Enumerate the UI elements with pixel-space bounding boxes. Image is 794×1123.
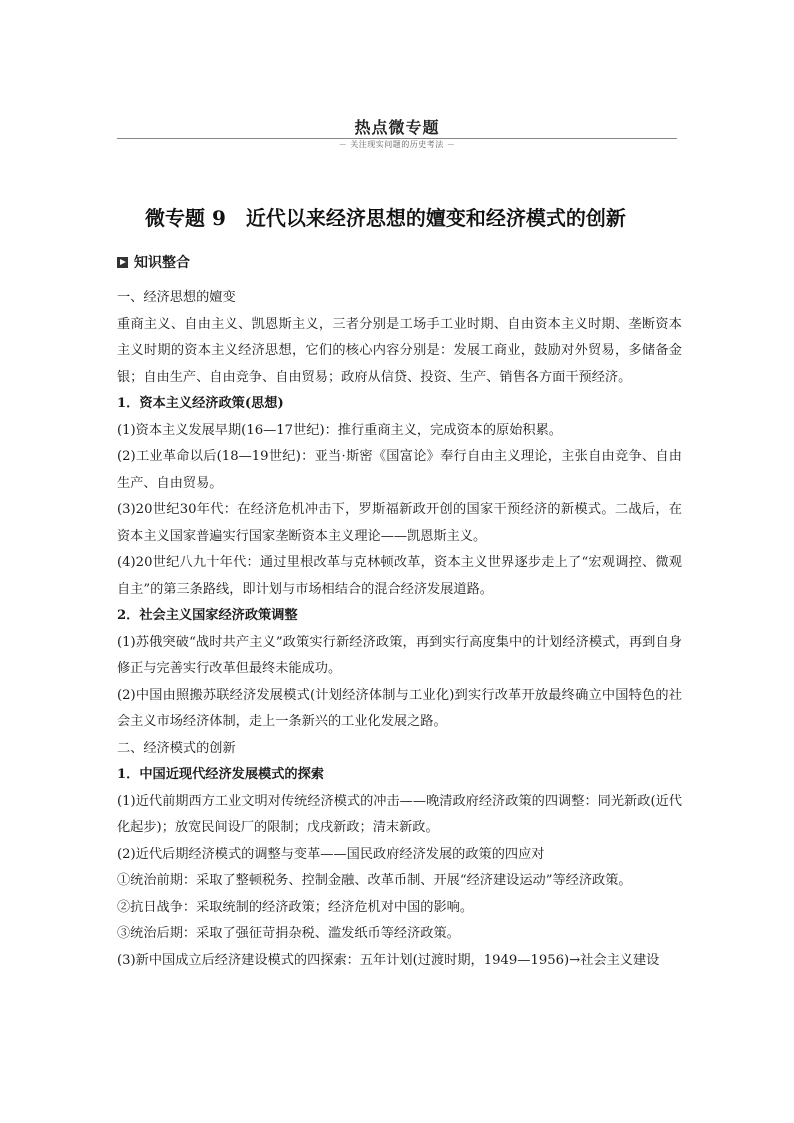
paragraph: 一、经济思想的嬗变 xyxy=(117,290,236,305)
paragraph: (1)资本主义发展早期(16—17世纪)：推行重商主义，完成资本的原始积累。 xyxy=(117,422,562,438)
paragraph: (1)近代前期西方工业文明对传统经济模式的冲击——晚清政府经济政策的四调整：同光新政(近代化起步)；放宽民间设厂的限制；戊戌新政；清末新政。 xyxy=(117,793,682,835)
paragraph: (4)20世纪八九十年代：通过里根改革与克林顿改革，资本主义世界逐步走上了“宏观调控、微观自主”的第三条路线，即计划与市场相结合的混合经济发展道路。 xyxy=(117,555,682,597)
paragraph: (1)苏俄突破“战时共产主义”政策实行新经济政策，再到实行高度集中的计划经济模式，再到自身修正与完善实行改革但最终未能成功。 xyxy=(117,634,682,676)
paragraph: 重商主义、自由主义、凯恩斯主义，三者分别是工场手工业时期、自由资本主义时期、垄断资本主义时期的资本主义经济思想，它们的核心内容分别是：发展工商业，鼓励对外贸易，多储备金银；自由生产、自由竞争、自由贸易；政府从信贷、投资、生产、销售各方面干预经济。 xyxy=(117,316,682,385)
paragraph: (2)近代后期经济模式的调整与变革——国民政府经济发展的政策的四应对 xyxy=(117,846,545,862)
document-body xyxy=(117,285,682,974)
paragraph: 2．社会主义国家经济政策调整 xyxy=(117,608,298,623)
play-box-icon xyxy=(117,257,128,268)
section-heading xyxy=(117,252,190,272)
section-heading-label: 知识整合 xyxy=(134,255,190,271)
paragraph: 1．资本主义经济政策(思想) xyxy=(117,396,284,411)
paragraph: ①统治前期：采取了整顿税务、控制金融、改革币制、开展“经济建设运动”等经济政策。 xyxy=(117,873,632,888)
header-title: 热点微专题 xyxy=(354,118,440,137)
paragraph: (3)新中国成立后经济建设模式的四探索：五年计划(过渡时期，1949—1956)→社会主义建设 xyxy=(117,952,660,968)
paragraph: 二、经济模式的创新 xyxy=(117,740,236,756)
paragraph: (2)中国由照搬苏联经济发展模式(计划经济体制与工业化)到实行改革开放最终确立中国特色的社会主义市场经济体制，走上一条新兴的工业化发展之路。 xyxy=(117,687,682,729)
paragraph: ③统治后期：采取了强征苛捐杂税、滥发纸币等经济政策。 xyxy=(117,926,460,941)
paragraph: (3)20世纪30年代：在经济危机冲击下，罗斯福新政开创的国家干预经济的新模式。二战后，在资本主义国家普遍实行国家垄断资本主义理论——凯恩斯主义。 xyxy=(117,502,682,544)
paragraph: (2)工业革命以后(18—19世纪)：亚当·斯密《国富论》奉行自由主义理论，主张自由竞争、自由生产、自由贸易。 xyxy=(117,449,682,491)
page-title: 微专题 9 近代以来经济思想的嬗变和经济模式的创新 xyxy=(145,206,626,230)
paragraph: ②抗日战争：采取统制的经济政策；经济危机对中国的影响。 xyxy=(117,899,474,915)
header-subtitle: － 关注现实问题的历史考法 － xyxy=(338,140,456,149)
paragraph: 1．中国近现代经济发展模式的探索 xyxy=(117,767,324,782)
